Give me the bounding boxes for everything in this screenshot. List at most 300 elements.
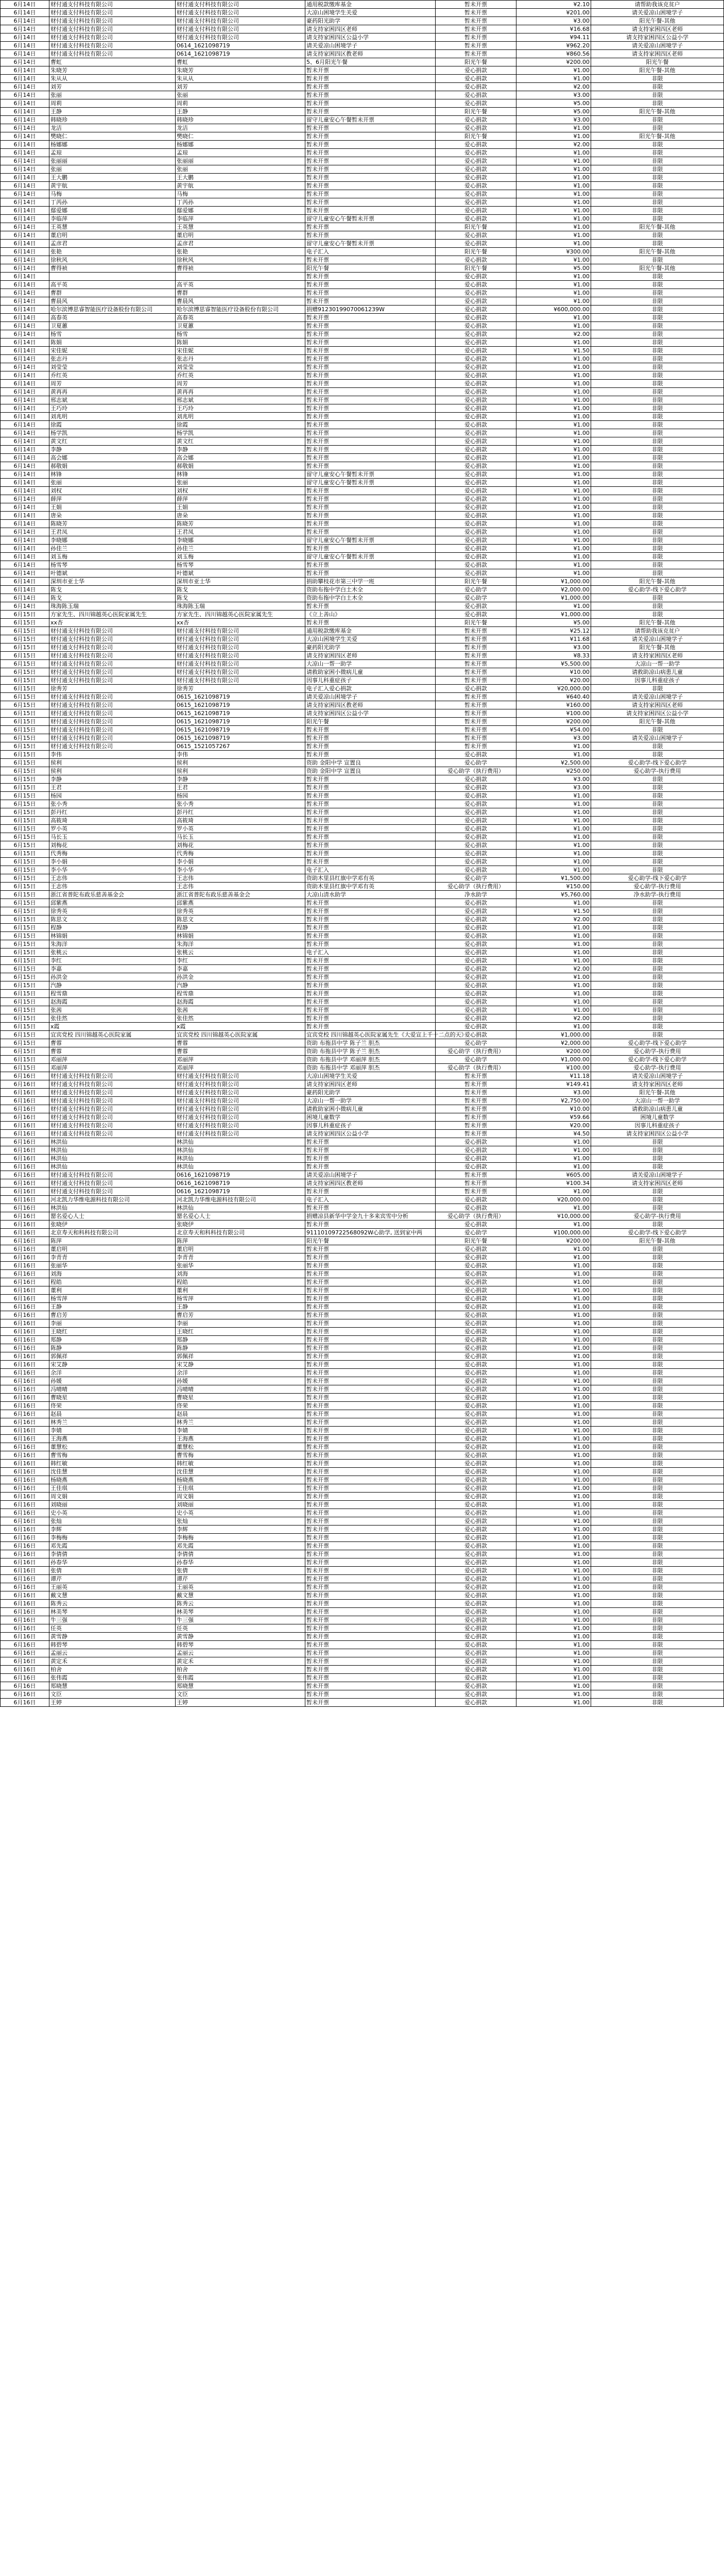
donor-cell: 财付通支付科技有限公司 — [49, 1188, 176, 1196]
date-cell: 6月16日 — [1, 1385, 49, 1394]
date-cell: 6月15日 — [1, 990, 49, 998]
table-row — [1, 338, 724, 347]
project-cell: 非限 — [591, 1484, 724, 1493]
payer-cell: 任英 — [176, 1624, 305, 1633]
payer-cell: 汽静 — [176, 981, 305, 990]
donor-cell: 王英慧 — [49, 223, 176, 231]
note-cell: 暂未开票 — [305, 1526, 436, 1534]
amount-cell: ¥2,000.00 — [516, 586, 591, 594]
project-cell: 非限 — [591, 149, 724, 157]
amount-cell: ¥3.00 — [516, 775, 591, 784]
category-cell: 暂未开票 — [436, 50, 516, 58]
donor-cell: 李丽 — [49, 1319, 176, 1328]
payer-cell: 黄宇航 — [176, 182, 305, 190]
amount-cell: ¥5.00 — [516, 619, 591, 627]
donor-cell: 谭芹 — [49, 1575, 176, 1583]
amount-cell: ¥1.00 — [516, 75, 591, 83]
category-cell: 暂未开票 — [436, 1122, 516, 1130]
payer-cell: 黄定禾 — [176, 1657, 305, 1666]
date-cell: 6月14日 — [1, 33, 49, 42]
category-cell: 爱心助学 — [436, 759, 516, 767]
note-cell: 暂未开票 — [305, 825, 436, 833]
payer-cell: 马梅 — [176, 190, 305, 198]
donor-cell: 曹虹 — [49, 58, 176, 66]
date-cell: 6月14日 — [1, 124, 49, 132]
note-cell: 暂未开票 — [305, 314, 436, 322]
date-cell: 6月16日 — [1, 1633, 49, 1641]
category-cell: 爱心捐款 — [436, 1361, 516, 1369]
payer-cell: 徐秋风 — [176, 256, 305, 264]
category-cell: 爱心捐款 — [436, 1682, 516, 1690]
note-cell: 暂未开票 — [305, 817, 436, 825]
project-cell: 非限 — [591, 446, 724, 454]
project-cell: 非限 — [591, 858, 724, 866]
project-cell: 非限 — [591, 594, 724, 602]
amount-cell: ¥1.00 — [516, 1517, 591, 1526]
note-cell: 暂未开票 — [305, 932, 436, 940]
donor-cell: 林洪仙 — [49, 1138, 176, 1146]
note-cell: 困境儿童数学 — [305, 1113, 436, 1122]
amount-cell: ¥1.00 — [516, 1682, 591, 1690]
donor-cell: 王君 — [49, 784, 176, 792]
donor-cell: 李小娟 — [49, 858, 176, 866]
table-row — [1, 388, 724, 396]
category-cell: 爱心助学 — [436, 1229, 516, 1237]
donor-cell: 邱紫燕 — [49, 899, 176, 907]
project-cell: 非限 — [591, 932, 724, 940]
note-cell: 电子汇入 — [305, 248, 436, 256]
payer-cell: 财付通支付科技有限公司 — [176, 668, 305, 676]
date-cell: 6月14日 — [1, 223, 49, 231]
project-cell: 爱心助学-线下爱心助学 — [591, 874, 724, 883]
payer-cell: 张艳 — [176, 248, 305, 256]
date-cell: 6月14日 — [1, 495, 49, 503]
table-row — [1, 1575, 724, 1583]
payer-cell: 张佳然 — [176, 1014, 305, 1023]
project-cell: 非限 — [591, 141, 724, 149]
category-cell: 爱心捐款 — [436, 1138, 516, 1146]
amount-cell: ¥1.00 — [516, 1303, 591, 1311]
project-cell: 非限 — [591, 495, 724, 503]
payer-cell: 财付通支付科技有限公司 — [176, 1122, 305, 1130]
category-cell: 爱心捐款 — [436, 1155, 516, 1163]
amount-cell: ¥1.00 — [516, 404, 591, 413]
date-cell: 6月16日 — [1, 1303, 49, 1311]
project-cell: 请关爱凉山困境学子 — [591, 734, 724, 742]
payer-cell: 财付通支付科技有限公司 — [176, 1105, 305, 1113]
project-cell: 非限 — [591, 281, 724, 289]
amount-cell: ¥1.00 — [516, 990, 591, 998]
table-row — [1, 1163, 724, 1171]
note-cell: 暂未开票 — [305, 742, 436, 751]
project-cell: 非限 — [591, 1336, 724, 1344]
project-cell: 非限 — [591, 174, 724, 182]
payer-cell: 孙媛 — [176, 1377, 305, 1385]
project-cell: 非限 — [591, 1476, 724, 1484]
date-cell: 6月15日 — [1, 751, 49, 759]
date-cell: 6月15日 — [1, 676, 49, 685]
donor-cell: 韩晓珍 — [49, 116, 176, 124]
table-row — [1, 1690, 724, 1699]
project-cell: 请帮助我该克贫户 — [591, 1, 724, 9]
payer-cell: xx杏 — [176, 619, 305, 627]
note-cell: 暂未开票 — [305, 808, 436, 817]
project-cell: 非限 — [591, 1303, 724, 1311]
amount-cell: ¥1.00 — [516, 1286, 591, 1295]
amount-cell: ¥1.00 — [516, 1534, 591, 1542]
amount-cell: ¥1.00 — [516, 454, 591, 462]
date-cell: 6月14日 — [1, 437, 49, 446]
amount-cell: ¥54.00 — [516, 726, 591, 734]
table-row — [1, 685, 724, 693]
donor-cell: 程皓 — [49, 1278, 176, 1286]
category-cell: 爱心捐款 — [436, 899, 516, 907]
table-row — [1, 751, 724, 759]
payer-cell: 张晓伊 — [176, 1221, 305, 1229]
note-cell: 暂未开票 — [305, 1361, 436, 1369]
category-cell: 爱心助学（执行费用） — [436, 1064, 516, 1072]
project-cell: 爱心助学-线下爱心助学 — [591, 1056, 724, 1064]
amount-cell: ¥5.00 — [516, 264, 591, 273]
table-row — [1, 709, 724, 718]
amount-cell: ¥1.00 — [516, 850, 591, 858]
category-cell: 爱心捐款 — [436, 289, 516, 297]
category-cell: 爱心捐款 — [436, 388, 516, 396]
amount-cell: ¥16.68 — [516, 25, 591, 33]
category-cell: 爱心捐款 — [436, 371, 516, 380]
donor-cell: 浙江省普陀布政乐慈善基金会 — [49, 891, 176, 899]
project-cell: 非限 — [591, 784, 724, 792]
project-cell: 非限 — [591, 545, 724, 553]
table-row — [1, 429, 724, 437]
note-cell: 留守儿童安心午餐暂未开票 — [305, 215, 436, 223]
donor-cell: 财付通支付科技有限公司 — [49, 734, 176, 742]
amount-cell: ¥1.00 — [516, 1699, 591, 1707]
project-cell: 非限 — [591, 503, 724, 512]
amount-cell: ¥1.00 — [516, 1657, 591, 1666]
payer-cell: 杨娜娜 — [176, 141, 305, 149]
category-cell: 爱心捐款 — [436, 240, 516, 248]
note-cell: 因事儿科重症孩子 — [305, 676, 436, 685]
note-cell: 暂未开票 — [305, 347, 436, 355]
note-cell: 请支持家困四区教老师 — [305, 701, 436, 709]
donor-cell: 文臣 — [49, 1690, 176, 1699]
amount-cell: ¥100.00 — [516, 709, 591, 718]
table-row — [1, 973, 724, 981]
note-cell: 暂未开票 — [305, 75, 436, 83]
note-cell: 暂未开票 — [305, 83, 436, 91]
project-cell: 非限 — [591, 1319, 724, 1328]
payer-cell: 周莉 — [176, 99, 305, 108]
note-cell: 暂未开票 — [305, 1435, 436, 1443]
table-row — [1, 75, 724, 83]
amount-cell: ¥5.00 — [516, 99, 591, 108]
note-cell: 资助布拖中学白土木全 — [305, 594, 436, 602]
project-cell: 非限 — [591, 437, 724, 446]
project-cell: 非限 — [591, 363, 724, 371]
donor-cell: 李伟 — [49, 751, 176, 759]
date-cell: 6月14日 — [1, 446, 49, 454]
note-cell: 暂未开票 — [305, 1699, 436, 1707]
category-cell: 爱心捐款 — [436, 429, 516, 437]
date-cell: 6月14日 — [1, 42, 49, 50]
amount-cell: ¥2.00 — [516, 916, 591, 924]
amount-cell: ¥1.00 — [516, 1278, 591, 1286]
date-cell: 6月15日 — [1, 973, 49, 981]
project-cell: 非限 — [591, 404, 724, 413]
note-cell: 请关爱凉山困境学子 — [305, 1171, 436, 1179]
payer-cell: 邓先霞 — [176, 1542, 305, 1550]
date-cell: 6月14日 — [1, 149, 49, 157]
category-cell: 爱心捐款 — [436, 932, 516, 940]
amount-cell: ¥1.00 — [516, 256, 591, 264]
donor-cell: 林美琴 — [49, 1608, 176, 1616]
amount-cell: ¥1.00 — [516, 940, 591, 948]
project-cell: 爱心助学-线下爱心助学 — [591, 759, 724, 767]
payer-cell: 陈萍 — [176, 1237, 305, 1245]
project-cell: 爱心助学-线下爱心助学 — [591, 1229, 724, 1237]
donor-cell: 朱海洋 — [49, 940, 176, 948]
donor-cell: 林锋 — [49, 470, 176, 479]
category-cell: 爱心捐款 — [436, 1550, 516, 1558]
payer-cell: 林洪仙 — [176, 1155, 305, 1163]
note-cell: 因事儿科重症孩子 — [305, 1122, 436, 1130]
project-cell: 非限 — [591, 75, 724, 83]
note-cell: 请支持家困四区老师 — [305, 652, 436, 660]
note-cell: 暂未开票 — [305, 462, 436, 470]
date-cell: 6月16日 — [1, 1245, 49, 1253]
donor-cell: 哈尔滨博思睿智能医疗设备股份有限公司 — [49, 306, 176, 314]
project-cell: 非限 — [591, 1633, 724, 1641]
donor-cell: 邢志斌 — [49, 396, 176, 404]
date-cell: 6月14日 — [1, 273, 49, 281]
payer-cell: 王静 — [176, 108, 305, 116]
amount-cell: ¥1.00 — [516, 1666, 591, 1674]
date-cell: 6月14日 — [1, 17, 49, 25]
table-row — [1, 1509, 724, 1517]
category-cell: 爱心捐款 — [436, 1278, 516, 1286]
amount-cell: ¥10.00 — [516, 1105, 591, 1113]
project-cell: 非限 — [591, 1493, 724, 1501]
project-cell: 非限 — [591, 1649, 724, 1657]
donor-cell: x霞 — [49, 1023, 176, 1031]
date-cell: 6月14日 — [1, 322, 49, 330]
project-cell: 非限 — [591, 1674, 724, 1682]
category-cell: 爱心捐款 — [436, 190, 516, 198]
date-cell: 6月15日 — [1, 759, 49, 767]
payer-cell: 林锋 — [176, 470, 305, 479]
payer-cell: 王君 — [176, 784, 305, 792]
table-row — [1, 891, 724, 899]
table-row — [1, 454, 724, 462]
table-row — [1, 1, 724, 9]
amount-cell: ¥1.00 — [516, 1476, 591, 1484]
table-row — [1, 256, 724, 264]
project-cell: 非限 — [591, 536, 724, 545]
date-cell: 6月15日 — [1, 701, 49, 709]
table-row — [1, 775, 724, 784]
project-cell: 请支持家困四区公益小学 — [591, 33, 724, 42]
project-cell: 非限 — [591, 1006, 724, 1014]
donor-cell: 刘权 — [49, 487, 176, 495]
category-cell: 爱心捐款 — [436, 1402, 516, 1410]
donor-cell: 曹群 — [49, 289, 176, 297]
amount-cell: ¥1.00 — [516, 948, 591, 957]
date-cell: 6月16日 — [1, 1534, 49, 1542]
date-cell: 6月14日 — [1, 602, 49, 611]
table-row — [1, 264, 724, 273]
table-row — [1, 602, 724, 611]
category-cell: 爱心捐款 — [436, 520, 516, 528]
payer-cell: 王海燕 — [176, 1435, 305, 1443]
date-cell: 6月16日 — [1, 1089, 49, 1097]
donor-cell: 陈娟 — [49, 338, 176, 347]
date-cell: 6月16日 — [1, 1179, 49, 1188]
project-cell: 非限 — [591, 429, 724, 437]
donor-cell: 董启明 — [49, 231, 176, 240]
note-cell: 阳光午餐 — [305, 1237, 436, 1245]
donor-cell: 孟彦君 — [49, 240, 176, 248]
payer-cell: 陈戈 — [176, 594, 305, 602]
donor-cell: 孟丽云 — [49, 1649, 176, 1657]
category-cell: 爱心捐款 — [436, 404, 516, 413]
donor-cell: 丁芮孙 — [49, 198, 176, 207]
amount-cell: ¥1.00 — [516, 1369, 591, 1377]
table-row — [1, 314, 724, 322]
table-row — [1, 479, 724, 487]
date-cell: 6月14日 — [1, 182, 49, 190]
category-cell: 爱心捐款 — [436, 1476, 516, 1484]
project-cell: 非限 — [591, 1328, 724, 1336]
category-cell: 阳光午餐 — [436, 1237, 516, 1245]
note-cell: 暂未开票 — [305, 363, 436, 371]
table-row — [1, 767, 724, 775]
table-row — [1, 1624, 724, 1633]
donor-cell: 财付通支付科技有限公司 — [49, 1072, 176, 1080]
project-cell: 非限 — [591, 1221, 724, 1229]
date-cell: 6月15日 — [1, 635, 49, 643]
date-cell: 6月14日 — [1, 536, 49, 545]
note-cell: 暂未开票 — [305, 1633, 436, 1641]
donor-cell: 沈佳慧 — [49, 1468, 176, 1476]
note-cell: 资助 布拖县中学 邓丽萍 胆杰 — [305, 1064, 436, 1072]
amount-cell: ¥3.00 — [516, 17, 591, 25]
donor-cell: 张倩 — [49, 1567, 176, 1575]
note-cell: 暂未开票 — [305, 1303, 436, 1311]
amount-cell: ¥1.00 — [516, 132, 591, 141]
project-cell: 非限 — [591, 1575, 724, 1583]
project-cell: 爱心助学-线下爱心助学 — [591, 586, 724, 594]
project-cell: 非限 — [591, 751, 724, 759]
amount-cell: ¥1.00 — [516, 1245, 591, 1253]
amount-cell: ¥1.00 — [516, 165, 591, 174]
project-cell: 非限 — [591, 190, 724, 198]
project-cell: 困境儿童数学 — [591, 1113, 724, 1122]
table-row — [1, 91, 724, 99]
project-cell: 非限 — [591, 561, 724, 569]
category-cell: 爱心捐款 — [436, 1286, 516, 1295]
project-cell: 阳光午餐 — [591, 58, 724, 66]
note-cell: 暂未开票 — [305, 916, 436, 924]
category-cell: 爱心捐款 — [436, 1311, 516, 1319]
note-cell: 暂未开票 — [305, 602, 436, 611]
category-cell: 爱心捐款 — [436, 306, 516, 314]
date-cell: 6月15日 — [1, 775, 49, 784]
table-row — [1, 1221, 724, 1229]
project-cell: 非限 — [591, 1600, 724, 1608]
table-row — [1, 124, 724, 132]
date-cell: 6月16日 — [1, 1336, 49, 1344]
category-cell: 爱心捐款 — [436, 338, 516, 347]
payer-cell: 刘芳 — [176, 83, 305, 91]
note-cell: 暂未开票 — [305, 446, 436, 454]
note-cell: 暂未开票 — [305, 751, 436, 759]
category-cell: 爱心捐款 — [436, 866, 516, 874]
table-row — [1, 594, 724, 602]
table-row — [1, 495, 724, 503]
project-cell: 非限 — [591, 817, 724, 825]
note-cell: 暂未开票 — [305, 1484, 436, 1493]
category-cell: 爱心助学（执行费用） — [436, 883, 516, 891]
donor-cell: 李晓娜 — [49, 536, 176, 545]
note-cell: 留守儿童安心午餐暂未开票 — [305, 479, 436, 487]
date-cell: 6月16日 — [1, 1253, 49, 1262]
amount-cell: ¥1.00 — [516, 1188, 591, 1196]
amount-cell: ¥1.00 — [516, 66, 591, 75]
category-cell: 爱心捐款 — [436, 470, 516, 479]
payer-cell: 戴文慧 — [176, 1591, 305, 1600]
payer-cell: 王娟 — [176, 503, 305, 512]
date-cell: 6月16日 — [1, 1270, 49, 1278]
project-cell: 非限 — [591, 850, 724, 858]
category-cell: 暂未开票 — [436, 701, 516, 709]
payer-cell: 陈秀云 — [176, 1600, 305, 1608]
category-cell: 阳光午餐 — [436, 108, 516, 116]
payer-cell: 王佳琪 — [176, 1484, 305, 1493]
amount-cell: ¥1.00 — [516, 462, 591, 470]
project-cell: 非限 — [591, 1311, 724, 1319]
payer-cell: 孟琼 — [176, 149, 305, 157]
amount-cell: ¥1.00 — [516, 215, 591, 223]
date-cell: 6月16日 — [1, 1394, 49, 1402]
amount-cell: ¥2.00 — [516, 330, 591, 338]
date-cell: 6月15日 — [1, 916, 49, 924]
category-cell: 爱心捐款 — [436, 858, 516, 866]
note-cell: 暂未开票 — [305, 1666, 436, 1674]
category-cell: 爱心捐款 — [436, 1674, 516, 1682]
note-cell: 大凉山困境学生关爱 — [305, 9, 436, 17]
category-cell: 爱心捐款 — [436, 66, 516, 75]
project-cell: 非限 — [591, 528, 724, 536]
payer-cell: 张丽华 — [176, 1262, 305, 1270]
payer-cell: 侯利 — [176, 759, 305, 767]
amount-cell: ¥160.00 — [516, 701, 591, 709]
project-cell: 非限 — [591, 916, 724, 924]
payer-cell: 哈尔滨博思睿智能医疗设备股份有限公司 — [176, 306, 305, 314]
note-cell: 暂未开票 — [305, 1352, 436, 1361]
table-row — [1, 1253, 724, 1262]
category-cell: 暂未开票 — [436, 25, 516, 33]
donor-cell: 黄雪静 — [49, 1633, 176, 1641]
donor-cell: 宜宾党校 四川锦越英心医院家属 — [49, 1031, 176, 1039]
note-cell: 资助布拖中学白土木全 — [305, 586, 436, 594]
date-cell: 6月16日 — [1, 1097, 49, 1105]
amount-cell: ¥1,500.00 — [516, 874, 591, 883]
table-row — [1, 1361, 724, 1369]
note-cell: 暂未开票 — [305, 141, 436, 149]
project-cell: 请救助凉山病患儿童 — [591, 668, 724, 676]
project-cell: 爱心助学-执行费用 — [591, 1064, 724, 1072]
